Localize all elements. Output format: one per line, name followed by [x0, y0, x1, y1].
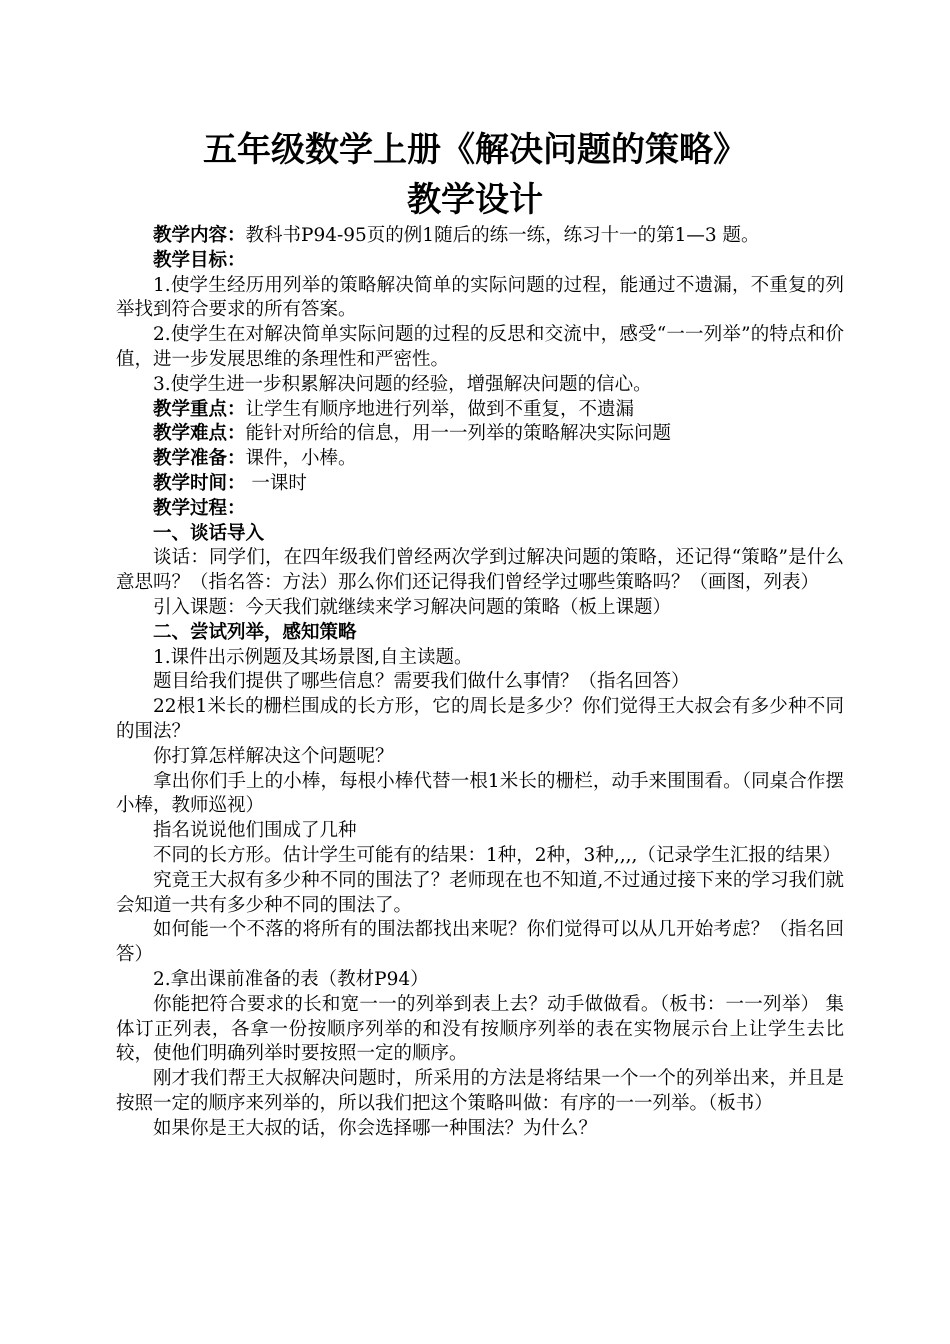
- paragraph-difficulty: [116, 422, 844, 447]
- paragraph-text: 让学生有顺序地进行列举，做到不重复，不遗漏: [245, 398, 635, 420]
- paragraph-key-point: [116, 398, 844, 423]
- paragraph-text: 能针对所给的信息，用一一列举的策略解决实际问题: [245, 423, 672, 445]
- paragraph-content: [116, 224, 844, 249]
- document-body: [116, 224, 844, 1141]
- paragraph-body: 谈话：同学们，在四年级我们曾经两次学到过解决问题的策略，还记得“策略”是什么意思吗？（指名答：方法）那么你们还记得我们曾经学过哪些策略吗？（画图，列表）: [116, 547, 844, 594]
- section-heading-1: [116, 522, 844, 547]
- paragraph-goal-1: 1.使学生经历用列举的策略解决简单的实际问题的过程，能通过不遗漏，不重复的列举找到符合要求的所有答案。: [116, 274, 844, 321]
- paragraph-body: 引入课题：今天我们就继续来学习解决问题的策略（板上课题）: [153, 596, 672, 618]
- paragraph-body: 拿出你们手上的小棒，每根小棒代替一根1米长的栅栏，动手来围围看。（同桌合作摆小棒，教师巡视）: [116, 770, 844, 817]
- paragraph-body: 题目给我们提供了哪些信息？需要我们做什么事情？（指名回答）: [153, 671, 690, 693]
- section-heading-text: 二、尝试列举，感知策略: [153, 621, 357, 643]
- paragraph-text: 一课时: [245, 472, 307, 494]
- paragraph-text: 课件，小棒。: [245, 448, 357, 470]
- paragraph-label: 教学准备：: [153, 448, 246, 470]
- paragraph-body: 如何能一个不落的将所有的围法都找出来呢？你们觉得可以从几开始考虑？（指名回答）: [116, 919, 844, 966]
- paragraph-body: 如果你是王大叔的话，你会选择哪一种围法？为什么？: [153, 1117, 598, 1139]
- paragraph-goals: [116, 249, 844, 274]
- paragraph-goal-3: 3.使学生进一步积累解决问题的经验，增强解决问题的信心。: [153, 373, 652, 395]
- paragraph-body: 不同的长方形。估计学生可能有的结果：1种，2种，3种,,,,（记录学生汇报的结果）: [153, 844, 841, 866]
- paragraph-label: 教学过程：: [153, 497, 246, 519]
- paragraph-body: 你打算怎样解决这个问题呢？: [153, 745, 394, 767]
- paragraph-body: 指名说说他们围成了几种: [153, 820, 357, 842]
- section-heading-2: [116, 621, 844, 646]
- paragraph-body: 你能把符合要求的长和宽一一的列举到表上去？动手做做看。（板书：一一列举） 集体订正列表，各拿一份按顺序列举的和没有按顺序列举的表在实物展示台上让学生去比较，使他们明确列举时要按照一定的顺序。: [116, 993, 844, 1065]
- section-heading-text: 一、谈话导入: [153, 522, 265, 544]
- paragraph-time: [116, 472, 844, 497]
- paragraph-body: 1.课件出示例题及其场景图,自主读题。: [153, 646, 473, 668]
- paragraph-label: 教学重点：: [153, 398, 246, 420]
- paragraph-goal-2: 2.使学生在对解决简单实际问题的过程的反思和交流中，感受“一一列举”的特点和价值，进一步发展思维的条理性和严密性。: [116, 324, 844, 370]
- paragraph-preparation: [116, 447, 844, 472]
- paragraph-body: 22根1米长的栅栏围成的长方形，它的周长是多少？你们觉得王大叔会有多少种不同的围法？: [116, 696, 844, 742]
- paragraph-text: 教科书P94-95页的例1随后的练一练，练习十一的第1—3 题。: [245, 225, 760, 246]
- paragraph-body: 刚才我们帮王大叔解决问题时，所采用的方法是将结果一个一个的列举出来，并且是按照一定的顺序来列举的，所以我们把这个策略叫做：有序的一一列举。（板书）: [116, 1068, 844, 1114]
- document-subtitle: 教学设计: [407, 180, 543, 220]
- document-title: 五年级数学上册《解决问题的策略》: [203, 130, 747, 170]
- paragraph-label: 教学目标：: [153, 249, 246, 271]
- paragraph-body: 2.拿出课前准备的表（教材P94）: [153, 968, 429, 990]
- paragraph-label: 教学时间：: [153, 472, 246, 494]
- paragraph-process: [116, 497, 844, 522]
- paragraph-body: 究竟王大叔有多少种不同的围法了？老师现在也不知道,不过通过接下来的学习我们就会知道一共有多少种不同的围法了。: [116, 869, 844, 916]
- paragraph-label: 教学内容：: [153, 225, 246, 246]
- paragraph-label: 教学难点：: [153, 423, 246, 445]
